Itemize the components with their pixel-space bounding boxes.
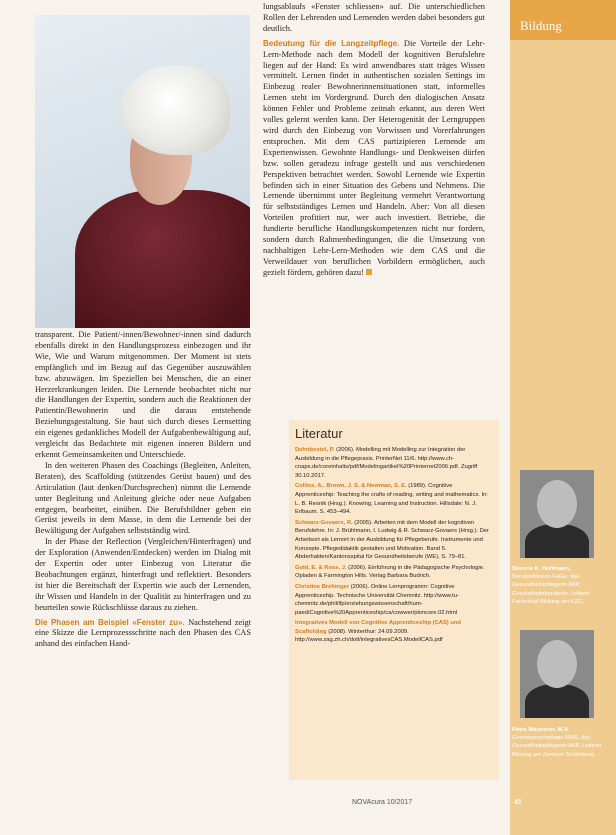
header-photo: [35, 15, 250, 328]
literature-box: [289, 420, 499, 780]
literature-entry: [295, 564, 493, 581]
author-portrait-1: [520, 470, 594, 558]
article-column-2: [263, 2, 485, 279]
author-caption-2: [512, 726, 608, 759]
photo-shoulders: [75, 190, 250, 328]
literature-text: (2005). Arbeiten mit dem Modell der kognitiven Berufslehre. In: J. Brühlmann, I. Ludwig & R. Schwarz-Govaers (Hrsg.): Der Arbeitsort als Lernort in der Ausbildung für Pflegeberufe. Instrumente und Konzepte. Pflegedidaktik gestalten und Motivation. Band 5. Abderhalden/Kantonsspital für Gesundheitsberufe (WE), S. 79–81.: [295, 519, 489, 561]
literature-entry: [295, 583, 493, 617]
paragraph: In den weiteren Phasen des Coachings (Begleiten, Anleiten, Beraten), des Scaffolding (stützendes Gerüst bauen) und des Articulation (laut denken/Durchsprechen) nimmt die Lernende unter Begleitung und Anleitung gleiche oder neue Aufgaben entgegen, bearbeitet, einüben. Die Berufsbildner geben ein Gerüst jeweils in dem Masse, in dem die Lernende bei der Bewältigung der Aufgaben selbstständig wird.: [35, 460, 251, 536]
literature-entry: [295, 619, 493, 645]
portrait-head: [537, 480, 577, 528]
paragraph: In der Phase der Reflection (Vergleichen/Hinterfragen) und der Exploration (Anwenden/Entdecken) werden im Dialog mit der Expertin oder unter Einbezug von Literatur die Beobachtungen ergänzt, hinterfragt und reflektiert. Besonders ist hier die Bereitschaft der Expertin wie auch der Lernenden, ihr Wissen und Handeln in der Qualität zu hinterfragen und zu beurteilen sowie Rückschlüsse daraus zu ziehen.: [35, 537, 251, 612]
author-portrait-2: [520, 630, 594, 718]
footer-publication: NOVAcura 10/2017: [352, 799, 413, 806]
paragraph: lungsablaufs «Fenster schliessen» auf. Die unterschiedlichen Rollen der Lehrenden und Lernenden werden dabei besonders gut deutlich.: [263, 2, 485, 33]
literature-author: Collins, A., Brown, J. S. & Newman, S. E.: [295, 483, 407, 490]
author-name: Petra Wannerer, M.A.: [512, 727, 570, 733]
literature-entry: [295, 446, 493, 480]
literature-author: Gold, E. & Ross, J.: [295, 564, 347, 571]
literature-author: Integratives Modell von Cognitive Apprenticeship (CAS) und Scaffolding: [295, 620, 461, 635]
author-role: Berufsbildnerin FaGe, dipl. Gesundheitspflegerin AKP, Gesundheitsberaterin. Leiterin Fachzirkel Bildung am KZG.: [512, 574, 590, 605]
author-caption-1: [512, 565, 608, 606]
paragraph: [35, 618, 251, 651]
literature-author: Schwarz-Govaers, R.: [295, 519, 353, 526]
section-tab: [510, 0, 616, 40]
paragraph-text: Nachstehend zeigt eine Skizze die Lernprozessschritte nach den Phasen des CAS anhand des einfachen Hand-: [35, 617, 252, 649]
paragraph: [263, 39, 485, 279]
article-column-1: [35, 330, 251, 650]
page-number: 41: [514, 799, 522, 806]
end-mark-icon: [366, 269, 372, 275]
literature-text: (2008). Winterthur: 24.09.2009. http://www.zag.zh.ch/dotl/integrativesCAS.ModellCAS.pdf: [295, 628, 443, 644]
portrait-body: [525, 684, 589, 718]
literature-title: Literatur: [295, 426, 343, 441]
paragraph-text: Die Vorteile der Lehr-Lern-Methode nach dem Modell der kognitiven Berufslehre liegen auf der Hand: Es wird anwendbares statt träges Wissen vermittelt. Lernen findet in authentischen sozialen Settings im Einbezug realer Bewohnerinnensituationen statt, informelles Lernen steht im Vordergrund. Durch den dialogischen Ansatz können Fehler und Probleme zeitnah erkannt, aus deren Wert volles gelernt werden kann. Der Heterogenität der Lerngruppen wird durch den Einbezug von Vorwissen und Vorerfahrungen entsprochen. Mit dem CAS partizipieren Lernende am Expertenwissen. Gewohnte Handlungs- und Denkweisen dürfen bzw. sollen geradezu infrage gestellt und aus verschiedenen Perspektiven betrachtet werden. Sowohl Lernende wie Expertin befinden sich in einer Situation des Gebens und Nehmens. Die Lernende übernimmt unter Begleitung vermehrt Verantwortung für selbstständiges Lernen und Handeln. Aber: Von all diesen Vorteilen profitiert nur, wer auch investiert. Betriebe, die fundierte berufliche Handlungskompetenzen nicht nur fordern, sondern durch Rahmenbedingungen, die die Umsetzung von nachhaltigen Lehr-Lern-Methoden wie dem CAS und die Verweildauer von beruflichen Vorbildern ermöglichen, auch gezielt fördern, gehören dazu!: [263, 38, 486, 277]
literature-entry: [295, 519, 493, 562]
author-name: Simone K. Hoffmann,: [512, 566, 571, 572]
subhead: Die Phasen am Beispiel «Fenster zu».: [35, 617, 185, 627]
section-label: Bildung: [520, 18, 562, 33]
literature-text: (2006). Einführung in die Pädagogische Psychologie. Opladen & Farmington Hills. Verlag Barbara Budrich.: [295, 564, 485, 580]
literature-list: [295, 446, 493, 647]
literature-entry: [295, 482, 493, 516]
subhead: Bedeutung für die Langzeitpflege.: [263, 38, 400, 48]
photo-hair: [120, 65, 230, 155]
paragraph: transparent. Die Patient/-innen/Bewohner/-innen sind dadurch ebenfalls direkt in den Handlungsprozess einbezogen und ihr Wie, Wie und Warum mitgenommen. Der Moment ist stets empfänglich und im Bezug auf das Gegenüber auszuwählen bzw. abzuwägen. Im Speziellen bei Menschen, die an einer Herzerkrankungen leiden. Die Lernende beobachtet nicht nur die Handlungen der Expertin, sondern auch die Reaktionen der Patientin/Bewohnerin und die daraus entstehende Beziehungsgestaltung. Sie baut sich durch dieses Lernsetting ein eigenes gedankliches Modell der Aufgabenbewältigung auf, vergleicht das Bedachtete mit eigenen inneren Bildern und erkennt Gemeinsamkeiten und Unterschiede.: [35, 330, 251, 459]
literature-author: Dehnbostel, P.: [295, 447, 335, 453]
author-role: Gerontopsychologin MAS, dipl. Gesundheitspflegerin AKP, Leiterin Bildung am Zentrum Schönberg.: [512, 735, 602, 758]
portrait-body: [525, 524, 589, 558]
literature-text: (1989). Cognitive Apprenticeship: Teaching the crafts of reading, writing and mathematics. In: L. B. Resnik (Hrsg.). Knowing, Learning and Instruction. Hillsdale: N. J. Erlbaum. S. 453–494.: [295, 483, 488, 516]
portrait-head: [537, 640, 577, 688]
literature-text: (2006). Online Lernprogramm: Cognitive Apprenticeship. Technische Universität Chemnitz. http://www.tu-chemnitz.de/phil/ifp/erziehungswissenschaft/hum-paed/Cognitive%20Apprenticeship/ca/cowwer/pkmcore.02.html: [295, 583, 459, 616]
literature-author: Christine Brehinger: [295, 583, 350, 590]
literature-text: (2006). Modelling mit Modelling zur Integration der Ausbildung in die Pflegepraxis. PrinterNet 11/6. http://www.ch-cnaps.de/coreinhalts/pdf/Modelingartikel%20Printernet2006.pdf. Zugriff 30.10.2017.: [295, 447, 478, 479]
